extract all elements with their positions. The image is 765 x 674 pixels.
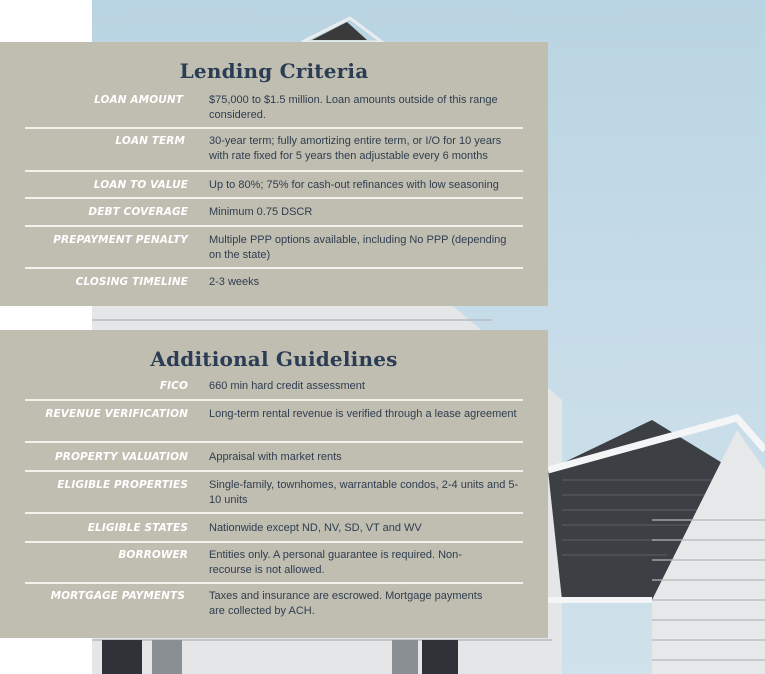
additional-guidelines-panel: [0, 330, 548, 638]
row-property-valuation: [25, 443, 523, 472]
row-label: BORROWER: [118, 549, 188, 561]
row-borrower: [25, 543, 523, 584]
lending-criteria-list: [25, 87, 523, 297]
row-value: Single-family, townhomes, warrantable condos, 2-4 units and 5-10 units: [209, 479, 519, 506]
row-fico: [25, 375, 523, 401]
row-value: $75,000 to $1.5 million. Loan amounts outside of this range considered.: [209, 94, 498, 121]
lending-criteria-title: Lending Criteria: [179, 59, 369, 83]
row-mortgage-payments: [25, 584, 523, 623]
row-label: DEBT COVERAGE: [88, 206, 188, 218]
row-label: ELIGIBLE STATES: [87, 522, 188, 534]
row-value: Nationwide except ND, NV, SD, VT and WV: [209, 522, 422, 534]
row-label: CLOSING TIMELINE: [75, 276, 188, 288]
lending-criteria-panel: [0, 42, 548, 306]
row-label: LOAN TO VALUE: [93, 179, 188, 191]
row-label: PREPAYMENT PENALTY: [53, 234, 188, 246]
row-eligible-properties: [25, 472, 523, 514]
row-label: FICO: [159, 380, 188, 392]
row-value: Multiple PPP options available, including No PPP (depending on the state): [209, 234, 507, 261]
row-eligible-states: [25, 514, 523, 543]
row-value: Minimum 0.75 DSCR: [209, 206, 313, 218]
row-closing-timeline: [25, 269, 523, 297]
row-label: LOAN TERM: [115, 135, 185, 147]
row-label: REVENUE VERIFICATION: [45, 408, 188, 420]
row-value: 2-3 weeks: [209, 276, 260, 288]
row-value: Long-term rental revenue is verified through a lease agreement: [209, 408, 517, 420]
row-value: 30-year term; fully amortizing entire term, or I/O for 10 years with rate fixed for 5 years then adjustable every 6 months: [209, 135, 502, 162]
additional-guidelines-title: Additional Guidelines: [150, 347, 398, 371]
row-label: PROPERTY VALUATION: [54, 451, 188, 463]
row-prepayment-penalty: [25, 227, 523, 269]
row-value: 660 min hard credit assessment: [209, 380, 365, 392]
row-debt-coverage: [25, 199, 523, 227]
row-loan-to-value: [25, 172, 523, 199]
row-value: Up to 80%; 75% for cash-out refinances with low seasoning: [209, 179, 499, 191]
row-loan-amount: [25, 87, 523, 129]
row-label: MORTGAGE PAYMENTS: [50, 590, 185, 602]
row-label: ELIGIBLE PROPERTIES: [57, 479, 188, 491]
row-loan-term: [25, 129, 523, 172]
row-value: Appraisal with market rents: [209, 451, 342, 463]
row-value: Entities only. A personal guarantee is required. Non-recourse is not allowed.: [209, 549, 462, 576]
row-label: LOAN AMOUNT: [94, 94, 183, 106]
additional-guidelines-list: [25, 375, 523, 623]
row-value: Taxes and insurance are escrowed. Mortgage payments are collected by ACH.: [209, 590, 483, 617]
row-revenue-verification: [25, 401, 523, 443]
